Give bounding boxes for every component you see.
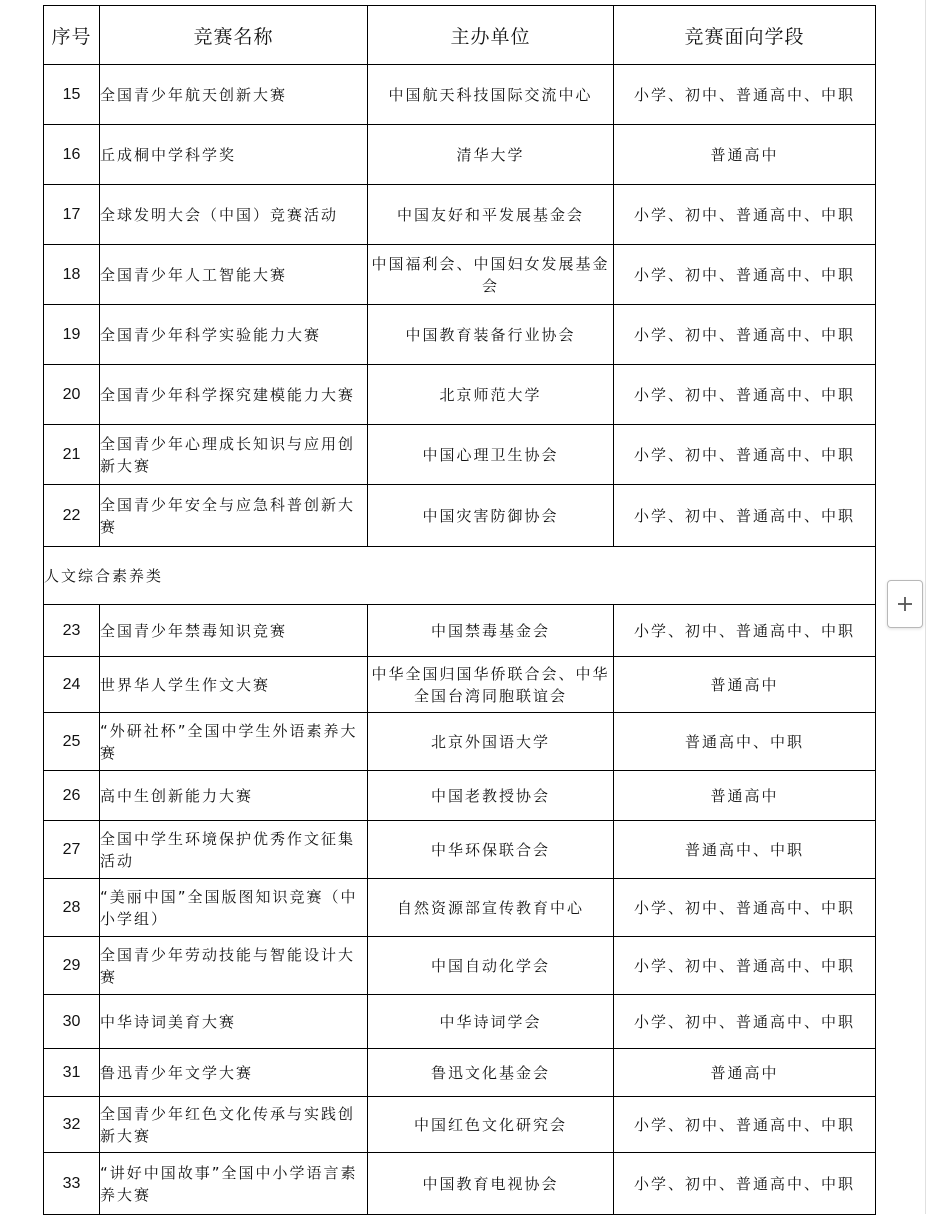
cell-level: 普通高中 (614, 657, 876, 713)
cell-org: 中国福利会、中国妇女发展基金会 (368, 245, 614, 305)
cell-num: 19 (44, 305, 100, 365)
cell-num: 23 (44, 605, 100, 657)
cell-num: 27 (44, 821, 100, 879)
cell-num: 20 (44, 365, 100, 425)
cell-num: 32 (44, 1097, 100, 1153)
cell-org: 中华诗词学会 (368, 995, 614, 1049)
header-row (44, 6, 876, 65)
cell-org: 清华大学 (368, 125, 614, 185)
cell-num: 21 (44, 425, 100, 485)
cell-name: 中华诗词美育大赛 (100, 995, 368, 1049)
table-row (44, 995, 876, 1049)
header-name: 竞赛名称 (100, 6, 368, 65)
cell-name: “美丽中国”全国版图知识竞赛（中小学组） (100, 879, 368, 937)
cell-level: 小学、初中、普通高中、中职 (614, 365, 876, 425)
cell-org: 中国自动化学会 (368, 937, 614, 995)
cell-name: 全球发明大会（中国）竞赛活动 (100, 185, 368, 245)
cell-level: 普通高中、中职 (614, 713, 876, 771)
cell-level: 普通高中、中职 (614, 821, 876, 879)
table-row (44, 1153, 876, 1215)
cell-name: 全国青少年人工智能大赛 (100, 245, 368, 305)
cell-num: 24 (44, 657, 100, 713)
header-org: 主办单位 (368, 6, 614, 65)
cell-name: 世界华人学生作文大赛 (100, 657, 368, 713)
cell-org: 中国航天科技国际交流中心 (368, 65, 614, 125)
cell-num: 22 (44, 485, 100, 547)
cell-org: 自然资源部宣传教育中心 (368, 879, 614, 937)
cell-level: 小学、初中、普通高中、中职 (614, 605, 876, 657)
table-body-science (44, 65, 876, 547)
section-label: 人文综合素养类 (44, 547, 876, 605)
cell-org: 中国教育电视协会 (368, 1153, 614, 1215)
table-row (44, 657, 876, 713)
table-row (44, 1049, 876, 1097)
cell-num: 18 (44, 245, 100, 305)
cell-level: 小学、初中、普通高中、中职 (614, 1097, 876, 1153)
cell-level: 普通高中 (614, 1049, 876, 1097)
cell-level: 小学、初中、普通高中、中职 (614, 185, 876, 245)
cell-org: 鲁迅文化基金会 (368, 1049, 614, 1097)
table-row (44, 821, 876, 879)
cell-org: 中国友好和平发展基金会 (368, 185, 614, 245)
cell-name: 全国青少年安全与应急科普创新大赛 (100, 485, 368, 547)
cell-name: 全国青少年劳动技能与智能设计大赛 (100, 937, 368, 995)
cell-org: 北京师范大学 (368, 365, 614, 425)
table-body-humanities (44, 605, 876, 1215)
header-level: 竞赛面向学段 (614, 6, 876, 65)
cell-num: 28 (44, 879, 100, 937)
table-row (44, 365, 876, 425)
table-row (44, 485, 876, 547)
cell-num: 30 (44, 995, 100, 1049)
cell-org: 中国心理卫生协会 (368, 425, 614, 485)
cell-level: 小学、初中、普通高中、中职 (614, 937, 876, 995)
table-row (44, 125, 876, 185)
competition-table (43, 5, 876, 1215)
header-num: 序号 (44, 6, 100, 65)
table-row (44, 425, 876, 485)
cell-name: 全国青少年航天创新大赛 (100, 65, 368, 125)
cell-org: 中华全国归国华侨联合会、中华全国台湾同胞联谊会 (368, 657, 614, 713)
table-row (44, 879, 876, 937)
cell-num: 29 (44, 937, 100, 995)
cell-num: 25 (44, 713, 100, 771)
cell-name: 全国青少年红色文化传承与实践创新大赛 (100, 1097, 368, 1153)
table-row (44, 605, 876, 657)
cell-org: 北京外国语大学 (368, 713, 614, 771)
cell-level: 普通高中 (614, 771, 876, 821)
table-row (44, 937, 876, 995)
cell-name: 全国青少年科学实验能力大赛 (100, 305, 368, 365)
cell-level: 小学、初中、普通高中、中职 (614, 425, 876, 485)
cell-num: 16 (44, 125, 100, 185)
cell-level: 小学、初中、普通高中、中职 (614, 879, 876, 937)
cell-level: 小学、初中、普通高中、中职 (614, 485, 876, 547)
cell-num: 26 (44, 771, 100, 821)
cell-org: 中国红色文化研究会 (368, 1097, 614, 1153)
table-row (44, 713, 876, 771)
plus-icon (896, 595, 914, 613)
cell-org: 中国教育装备行业协会 (368, 305, 614, 365)
cell-level: 小学、初中、普通高中、中职 (614, 305, 876, 365)
cell-name: 全国青少年心理成长知识与应用创新大赛 (100, 425, 368, 485)
table-row (44, 245, 876, 305)
cell-org: 中国禁毒基金会 (368, 605, 614, 657)
cell-org: 中国灾害防御协会 (368, 485, 614, 547)
cell-org: 中华环保联合会 (368, 821, 614, 879)
table-row (44, 771, 876, 821)
cell-org: 中国老教授协会 (368, 771, 614, 821)
cell-level: 小学、初中、普通高中、中职 (614, 995, 876, 1049)
table-row (44, 65, 876, 125)
table-row (44, 305, 876, 365)
cell-name: 全国青少年科学探究建模能力大赛 (100, 365, 368, 425)
add-button[interactable] (887, 580, 923, 628)
table-row (44, 185, 876, 245)
cell-level: 普通高中 (614, 125, 876, 185)
cell-level: 小学、初中、普通高中、中职 (614, 65, 876, 125)
cell-num: 17 (44, 185, 100, 245)
cell-num: 31 (44, 1049, 100, 1097)
cell-name: “外研社杯”全国中学生外语素养大赛 (100, 713, 368, 771)
cell-name: “讲好中国故事”全国中小学语言素养大赛 (100, 1153, 368, 1215)
cell-name: 全国青少年禁毒知识竞赛 (100, 605, 368, 657)
cell-num: 15 (44, 65, 100, 125)
cell-name: 全国中学生环境保护优秀作文征集活动 (100, 821, 368, 879)
cell-level: 小学、初中、普通高中、中职 (614, 245, 876, 305)
cell-name: 鲁迅青少年文学大赛 (100, 1049, 368, 1097)
table-row (44, 1097, 876, 1153)
cell-name: 丘成桐中学科学奖 (100, 125, 368, 185)
cell-level: 小学、初中、普通高中、中职 (614, 1153, 876, 1215)
cell-num: 33 (44, 1153, 100, 1215)
cell-name: 高中生创新能力大赛 (100, 771, 368, 821)
section-row (44, 547, 876, 605)
